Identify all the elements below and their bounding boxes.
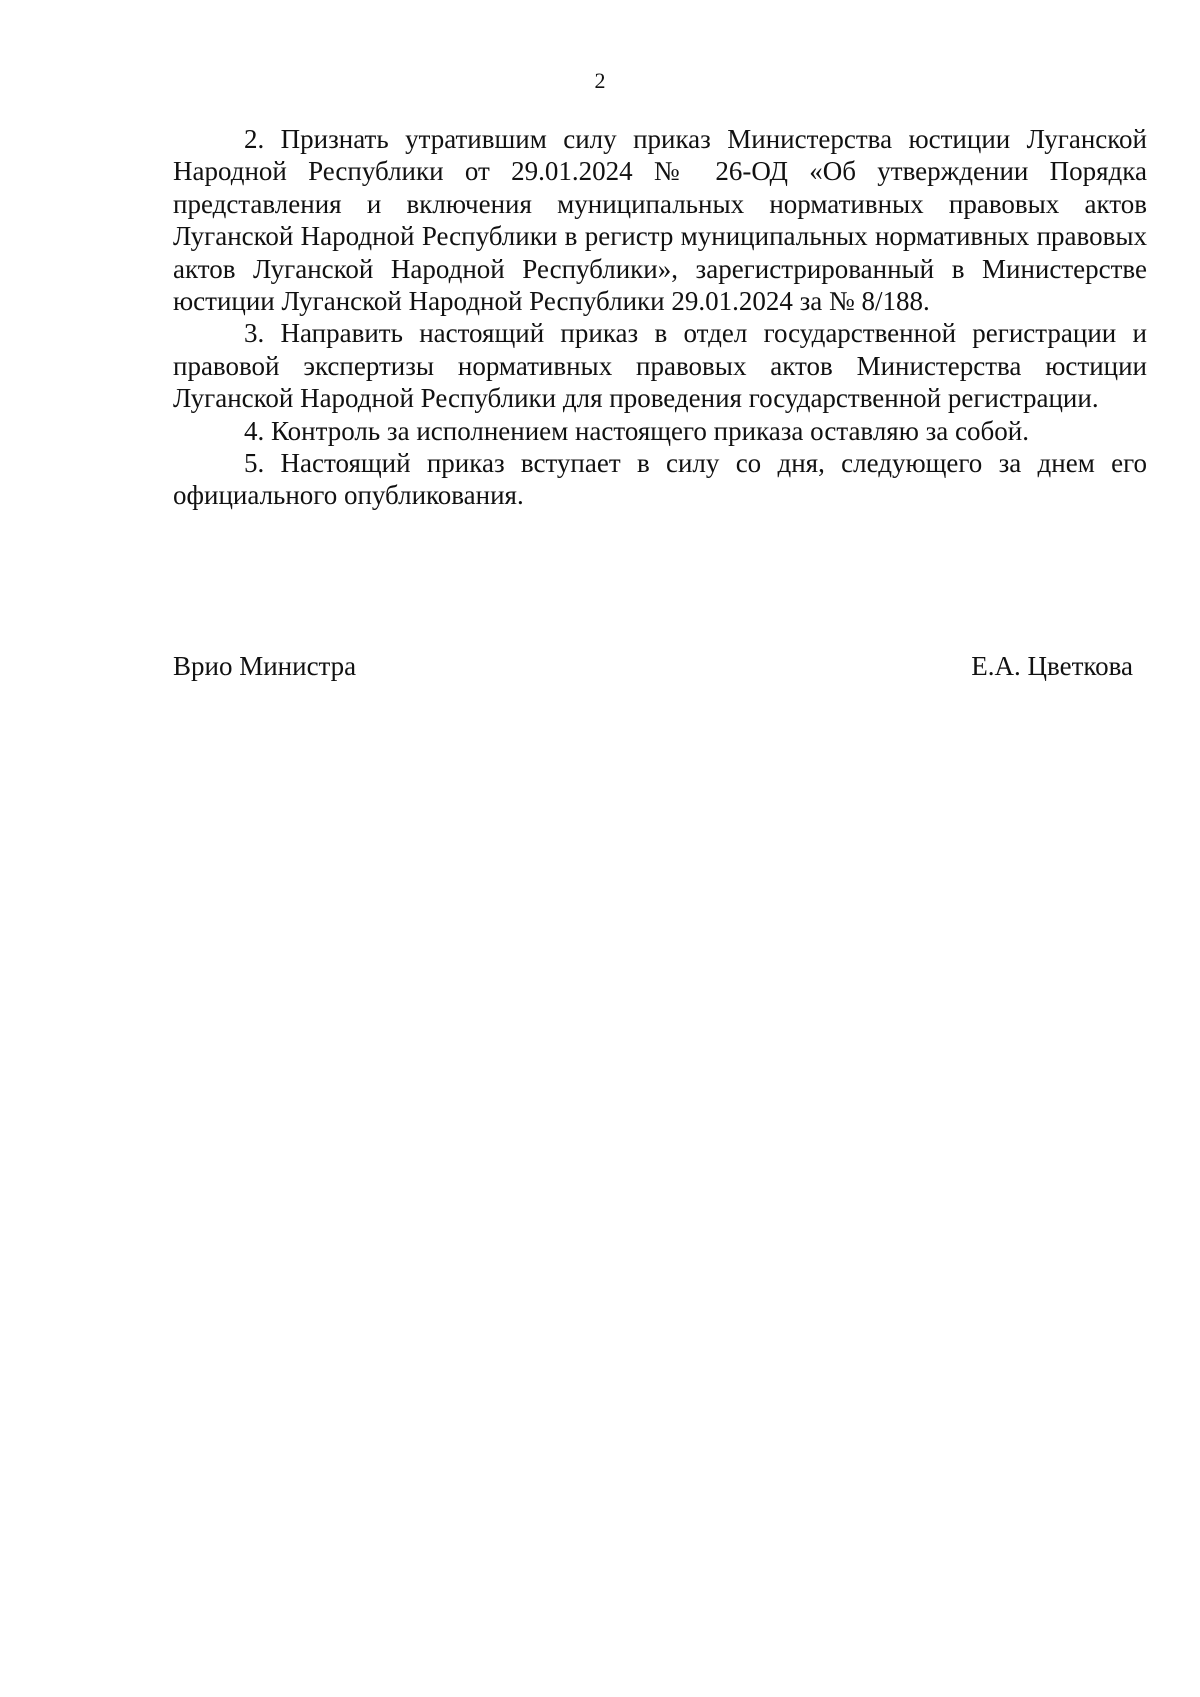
document-body (173, 123, 1147, 512)
signatory-title: Врио Министра (173, 651, 357, 681)
paragraph-2: 2. Признать утратившим силу приказ Министерства юстиции Луганской Народной Республики от 29.01.2024 № 26-ОД «Об утверждении Порядка представления и включения муниципальных нормативных правовых актов Луганской Народной Республики в регистр муниципальных нормативных правовых актов Луганской Народной Республики», зарегистрированный в Министерстве юстиции Луганской Народной Республики 29.01.2024 за № 8/188. (173, 124, 1147, 317)
signature-block (173, 650, 1133, 686)
paragraph-4: 4. Контроль за исполнением настоящего приказа оставляю за собой. (244, 415, 1029, 446)
signatory-name: Е.А. Цветкова (971, 651, 1133, 681)
page-number: 2 (594, 68, 606, 93)
paragraph-5: 5. Настоящий приказ вступает в силу со дня, следующего за днем его официального опубликования. (173, 448, 1147, 511)
paragraph-3: 3. Направить настоящий приказ в отдел государственной регистрации и правовой экспертизы нормативных правовых актов Министерства юстиции Луганской Народной Республики для проведения государственной регистрации. (173, 318, 1147, 414)
